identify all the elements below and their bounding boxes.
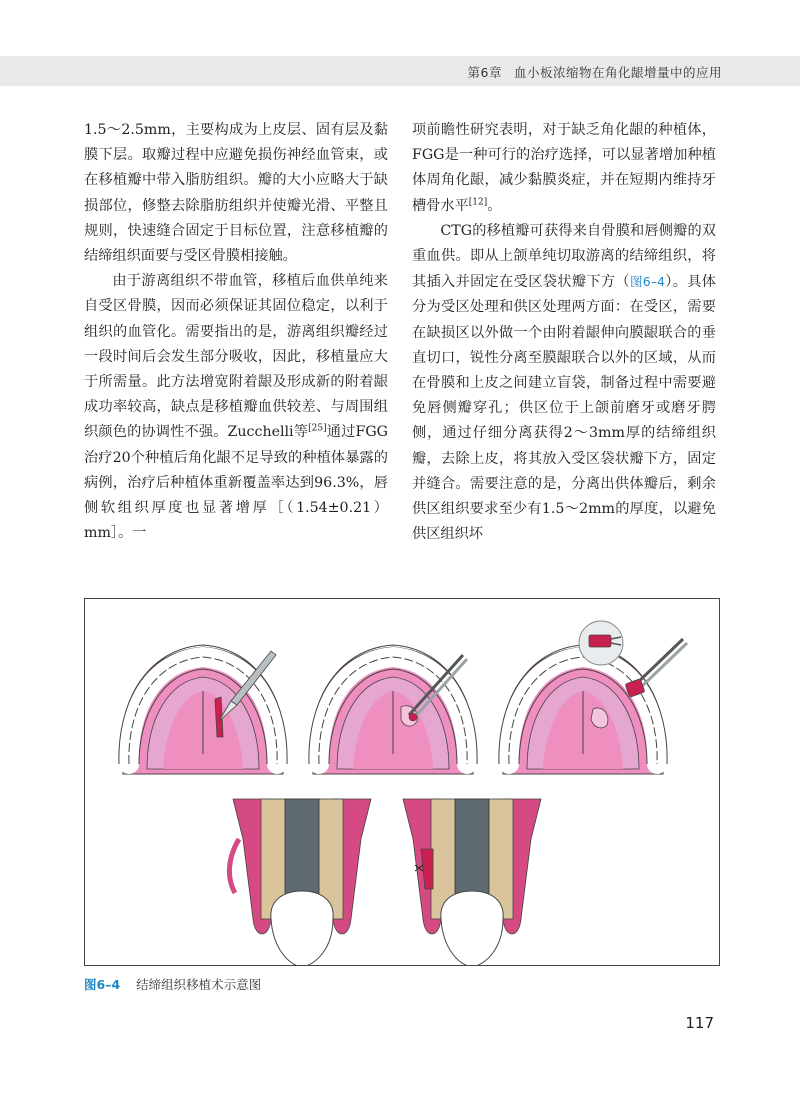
figure-number: 图6–4	[84, 977, 121, 992]
page-number: 117	[685, 1014, 714, 1032]
paragraph-text: CTG的移植瓣可获得来自骨膜和唇侧瓣的双重血供。即从上颌单纯切取游离的结缔组织，将其插入并固定在受区袋状瓣下方（	[412, 222, 716, 291]
palate-step-3	[499, 621, 687, 774]
palate-step-2	[309, 645, 477, 774]
figure-illustration	[85, 599, 719, 965]
implant-section-after	[403, 799, 541, 965]
paragraph	[412, 118, 716, 219]
paragraph-text: ）。具体分为受区处理和供区处理两方面：在受区，需要在缺损区以外做一个由附着龈伸向膜龈联合的垂直切口，锐性分离至膜龈联合以外的区域，从而在骨膜和上皮之间建立盲袋，制备过程中需要避免唇侧瓣穿孔；供区位于上颌前磨牙或磨牙腭侧，通过仔细分离获得2～3mm厚的结缔组织瓣，去除上皮，将其放入受区袋状瓣下方，固定并缝合。需要注意的是，分离出供体瓣后，剩余供区组织要求至少有1.5～2mm的厚度，以避免供区组织坏	[412, 274, 716, 543]
paragraph	[84, 269, 388, 546]
chapter-number: 第6章	[467, 65, 502, 80]
citation-ref: [25]	[308, 423, 327, 434]
paragraph-text: 。	[487, 197, 502, 214]
paragraph: 1.5～2.5mm，主要构成为上皮层、固有层及黏膜下层。取瓣过程中应避免损伤神经血管束，或在移植瓣中带入脂肪组织。瓣的大小应略大于缺损部位，修整去除脂肪组织并使瓣光滑、平整且规则，快速缝合固定于目标位置，注意移植瓣的结缔组织面要与受区骨膜相接触。	[84, 122, 388, 265]
paragraph-text: 通过FGG治疗20个种植后角化龈不足导致的种植体暴露的病例，治疗后种植体重新覆盖率达到96.3%，唇侧软组织厚度也显著增厚［（1.54±0.21）mm］。一	[84, 424, 388, 542]
figure-reference-link[interactable]: 图6–4	[629, 274, 665, 290]
text-column-left	[84, 118, 388, 546]
implant-section-before	[229, 799, 371, 965]
figure-caption	[84, 975, 261, 993]
graft-detail-bubble	[579, 621, 623, 665]
text-column-right	[412, 118, 716, 547]
chapter-title: 血小板浓缩物在角化龈增量中的应用	[513, 65, 722, 80]
palate-step-1	[119, 645, 287, 774]
running-header	[468, 63, 722, 81]
paragraph-text: 由于游离组织不带血管，移植后血供单纯来自受区骨膜，因而必须保证其固位稳定，以利于组织的血管化。需要指出的是，游离组织瓣经过一段时间后会发生部分吸收，因此，移植量应大于所需量。此方法增宽附着龈及形成新的附着龈成功率较高，缺点是移植瓣血供较差、与周围组织颜色的协调性不强。Zucchelli等	[84, 273, 388, 441]
citation-ref: [12]	[468, 196, 488, 207]
paragraph	[412, 219, 716, 548]
figure-title: 结缔组织移植术示意图	[136, 977, 262, 992]
figure-6-4	[84, 598, 720, 966]
paragraph-text: 项前瞻性研究表明，对于缺乏角化龈的种植体，FGG是一种可行的治疗选择，可以显著增加种植体周角化龈，减少黏膜炎症，并在短期内维持牙槽骨水平	[412, 122, 716, 214]
